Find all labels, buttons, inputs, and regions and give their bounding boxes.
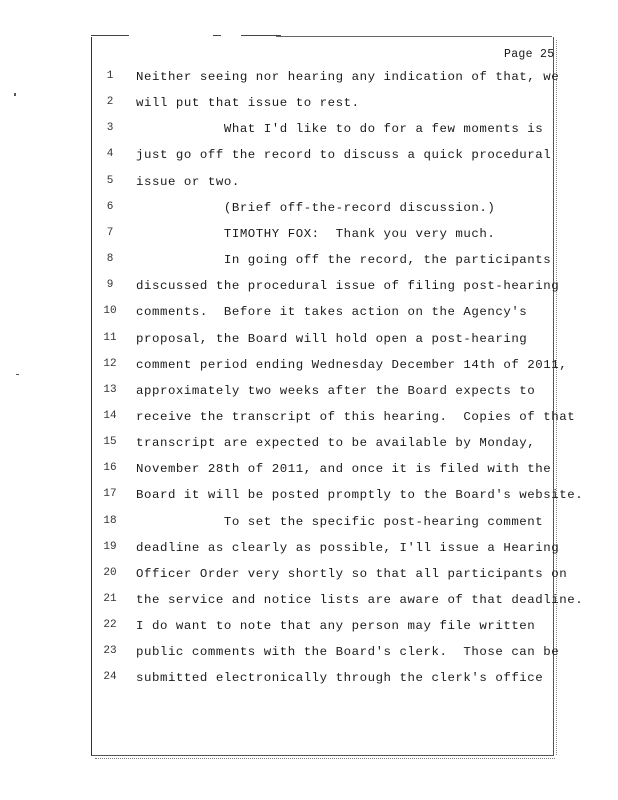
line-text: November 28th of 2011, and once it is filed with the (136, 462, 552, 477)
line-number: 11 (103, 331, 117, 344)
line-text: To set the specific post-hearing comment (136, 514, 544, 529)
line-number: 14 (103, 409, 117, 422)
line-number: 20 (103, 566, 117, 579)
line-text: comment period ending Wednesday December 14th of 2011, (136, 357, 568, 372)
line-text: comments. Before it takes action on the Agency's (136, 305, 528, 320)
line-text: In going off the record, the participants (136, 253, 552, 268)
top-edge-mark (91, 35, 129, 36)
transcript-line (0, 488, 600, 508)
line-text: submitted electronically through the clerk's office (136, 671, 544, 686)
transcript-line (0, 201, 600, 221)
line-number: 23 (103, 645, 117, 658)
line-number: 6 (106, 200, 114, 213)
line-text: Officer Order very shortly so that all participants on (136, 566, 568, 581)
transcript-line (0, 593, 600, 613)
line-text: the service and notice lists are aware of that deadline. (136, 593, 584, 607)
bottom-edge-dots (95, 758, 555, 760)
line-text: transcript are expected to be available by Monday, (136, 436, 536, 451)
line-number: 1 (106, 70, 114, 82)
line-number: 24 (103, 671, 117, 684)
transcript-line (0, 148, 600, 168)
transcript-line (0, 305, 600, 325)
transcript-line (0, 175, 600, 195)
transcript-line (0, 645, 600, 665)
line-text: Board it will be posted promptly to the Board's website. (136, 488, 584, 503)
line-number: 21 (103, 593, 117, 605)
line-number: 7 (106, 226, 114, 239)
line-number: 5 (106, 174, 114, 187)
transcript-line (0, 671, 600, 691)
transcript-line (0, 619, 600, 639)
line-number: 10 (103, 305, 117, 318)
line-text: proposal, the Board will hold open a post-hearing (136, 331, 528, 346)
transcript-line (0, 541, 600, 561)
line-text: will put that issue to rest. (136, 96, 360, 111)
line-number: 8 (106, 253, 114, 266)
transcript-line (0, 436, 600, 456)
transcript-line (0, 253, 600, 273)
line-text: public comments with the Board's clerk. Those can be (136, 645, 560, 660)
line-text: I do want to note that any person may file written (136, 619, 536, 634)
line-number: 3 (106, 122, 114, 135)
line-text: issue or two. (136, 174, 240, 189)
transcript-line (0, 332, 600, 352)
line-text: (Brief off-the-record discussion.) (136, 200, 496, 215)
line-text: deadline as clearly as possible, I'll issue a Hearing (136, 540, 560, 555)
line-number: 15 (103, 436, 117, 449)
transcript-line (0, 227, 600, 247)
transcript-line (0, 122, 600, 142)
line-number: 2 (106, 96, 114, 109)
transcript-line (0, 567, 600, 587)
line-text: discussed the procedural issue of filing post-hearing (136, 279, 560, 294)
line-number: 18 (103, 514, 117, 527)
line-text: TIMOTHY FOX: Thank you very much. (136, 226, 496, 241)
line-number: 17 (103, 488, 117, 501)
transcript-line (0, 70, 600, 90)
transcript-line (0, 410, 600, 430)
transcript-line (0, 279, 600, 299)
line-number: 4 (106, 148, 114, 161)
line-number: 22 (103, 619, 117, 632)
line-number: 16 (103, 462, 117, 475)
transcript-line (0, 358, 600, 378)
transcript-line (0, 96, 600, 116)
top-edge-mark (241, 35, 281, 36)
line-number: 9 (106, 279, 114, 292)
transcript-line (0, 462, 600, 482)
line-number: 19 (103, 540, 117, 553)
line-text: Neither seeing nor hearing any indication of that, we (136, 70, 560, 84)
page-number: Page 25 (504, 48, 555, 61)
line-text: just go off the record to discuss a quick procedural (136, 148, 552, 163)
transcript-line (0, 384, 600, 404)
line-number: 12 (103, 357, 117, 370)
line-number: 13 (103, 383, 117, 396)
line-text: What I'd like to do for a few moments is (136, 122, 544, 137)
line-text: receive the transcript of this hearing. Copies of that (136, 409, 576, 424)
transcript-line (0, 515, 600, 535)
line-text: approximately two weeks after the Board expects to (136, 383, 536, 398)
top-edge-mark (213, 35, 221, 36)
